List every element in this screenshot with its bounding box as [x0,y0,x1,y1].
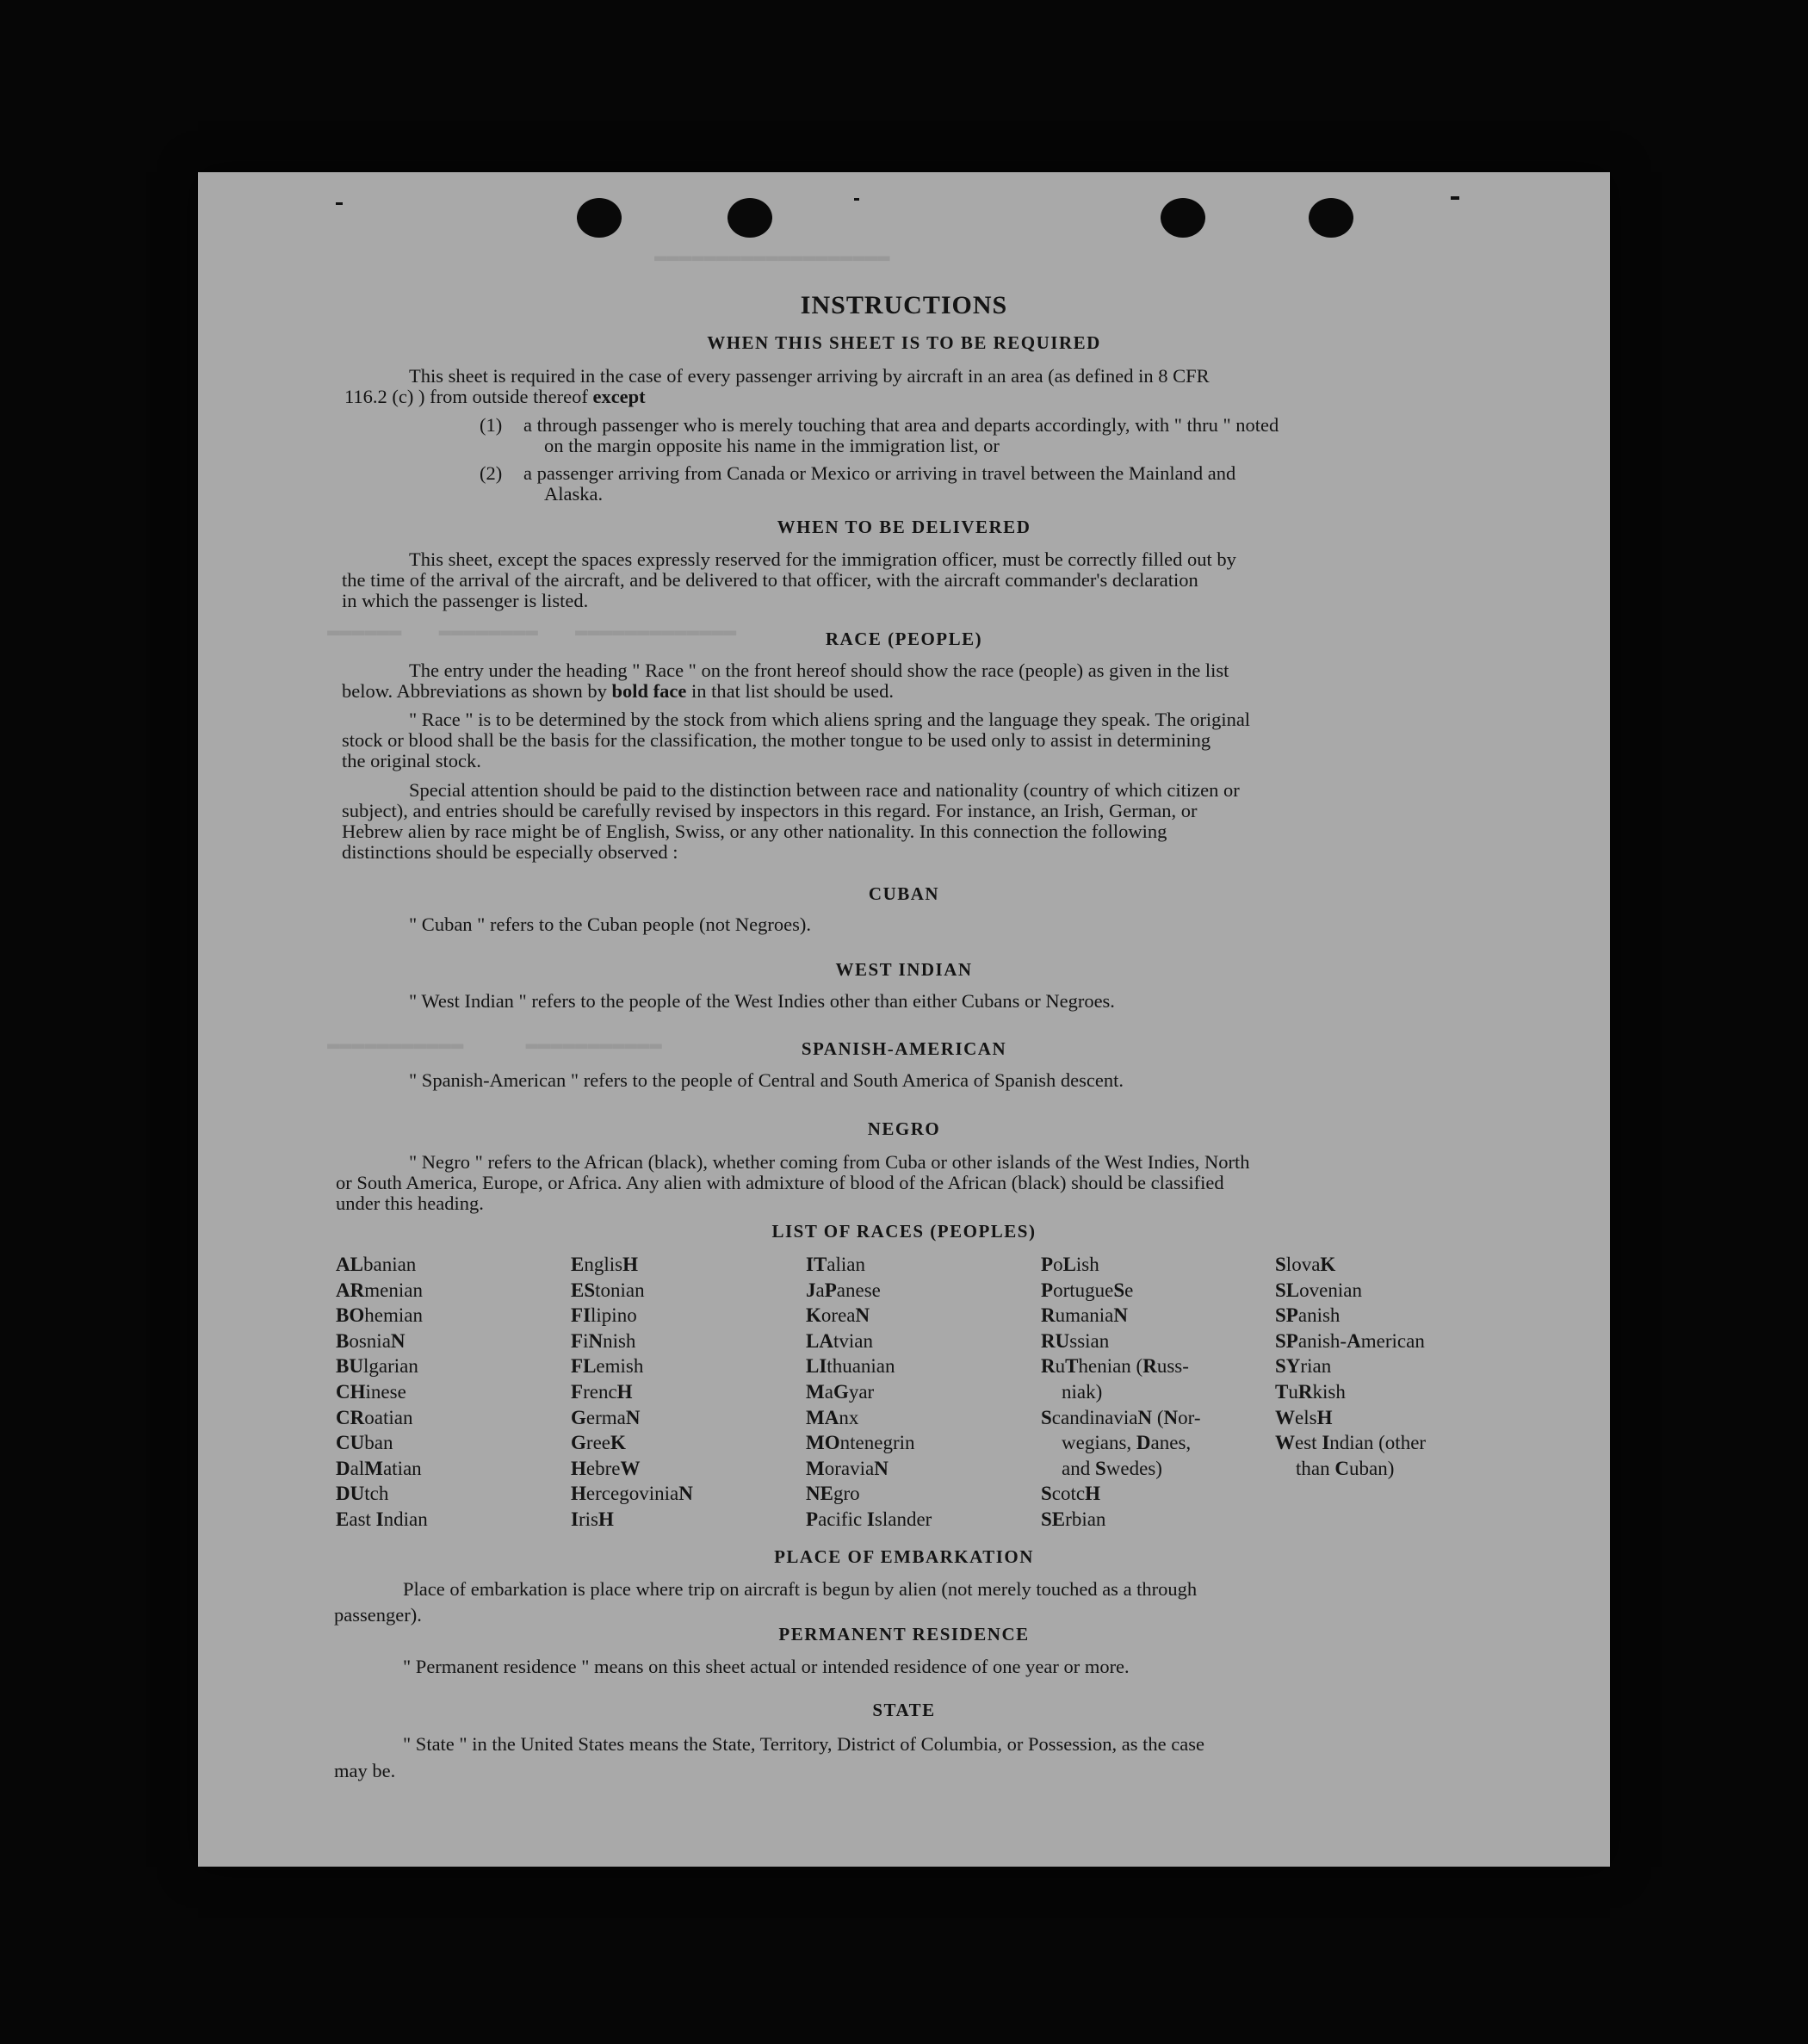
race-list-item: SLovenian [1275,1279,1362,1301]
paragraph-line: passenger). [334,1604,422,1626]
paragraph-line: the original stock. [342,750,481,771]
race-list-item: wegians, Danes, [1062,1432,1192,1454]
race-list-item: ITalian [806,1254,866,1275]
text-run: below. Abbreviations as shown by [342,680,607,702]
race-list-item: MAnx [806,1406,859,1428]
race-list-item: niak) [1062,1380,1103,1403]
race-list-item: East Indian [336,1508,428,1530]
list-item-number: (2) [480,462,503,484]
list-item-text: Alaska. [544,483,604,505]
race-list-item: Pacific Islander [806,1508,932,1530]
race-list-item: FiNnish [571,1329,636,1352]
section-heading: STATE [872,1700,936,1720]
race-list-item: GreeK [571,1432,626,1454]
race-list-item: ScotcH [1041,1483,1101,1505]
bleed-through-texture: ▬▬▬▬▬▬ ▬▬▬▬▬▬▬▬ ▬▬▬▬▬▬▬▬▬▬▬▬▬ [327,620,737,643]
list-item-text: a passenger arriving from Canada or Mexico or arriving in travel between the Mainland and [523,462,1236,484]
race-list-item: CRoatian [336,1406,413,1428]
race-list-item: BUlgarian [336,1355,418,1378]
race-list-item: IrisH [571,1508,614,1530]
section-heading: WHEN THIS SHEET IS TO BE REQUIRED [707,332,1101,353]
section-heading: NEGRO [867,1118,941,1139]
list-item-text: on the margin opposite his name in the immigration list, or [544,435,1000,456]
bleed-through-texture: ▬▬▬▬▬▬▬▬▬▬▬▬▬▬▬▬▬▬▬ [654,245,890,269]
race-list-item: TuRkish [1275,1380,1346,1403]
race-list-item: MoraviaN [806,1457,889,1479]
race-list-item: JaPanese [806,1279,881,1301]
bold-text: bold face [611,680,687,702]
race-list-item: DUtch [336,1483,389,1505]
paragraph-line: " State " in the United States means the State, Territory, District of Columbia, or Possession, as the case [403,1733,1205,1755]
paragraph-line: in which the passenger is listed. [342,590,589,611]
races-column-3 [806,1252,932,1533]
document-sheet [198,172,1610,1867]
race-list-item: ARmenian [336,1279,423,1301]
paragraph-line: " Spanish-American " refers to the people of Central and South America of Spanish descent. [409,1069,1124,1091]
race-list-item: SYrian [1275,1355,1332,1378]
list-item-number: (1) [480,414,503,436]
paragraph-line: " Race " is to be determined by the stock from which aliens spring and the language they speak. The original [409,709,1251,730]
race-list-item: than Cuban) [1296,1457,1395,1479]
race-list-item: and Swedes) [1062,1457,1162,1479]
paragraph-line: " Cuban " refers to the Cuban people (not Negroes). [409,914,811,935]
race-list-item: NEgro [806,1483,860,1505]
paragraph-line: " Permanent residence " means on this sheet actual or intended residence of one year or more. [403,1656,1130,1677]
section-heading: WHEN TO BE DELIVERED [777,517,1031,537]
races-column-2 [571,1252,693,1533]
paragraph-line: subject), and entries should be carefully revised by inspectors in this regard. For instance, an Irish, German, or [342,800,1198,821]
race-list-item: BOhemian [336,1304,423,1327]
section-heading: LIST OF RACES (PEOPLES) [771,1221,1037,1242]
section-heading: WEST INDIAN [835,959,973,980]
paragraph-line: may be. [334,1760,396,1781]
races-column-5 [1275,1252,1426,1481]
race-list-item: MOntenegrin [806,1432,915,1454]
section-heading: RACE (PEOPLE) [825,629,983,649]
paragraph-line: The entry under the heading " Race " on the front hereof should show the race (people) as given in the list [409,660,1229,681]
paragraph-line: Hebrew alien by race might be of English, Swiss, or any other nationality. In this connection the following [342,821,1167,842]
race-list-item: HebreW [571,1457,641,1479]
race-list-item: WelsH [1275,1406,1333,1428]
race-list-item: West Indian (other [1275,1432,1427,1454]
paragraph-line: " West Indian " refers to the people of the West Indies other than either Cubans or Negroes. [409,990,1115,1012]
race-list-item: PoLish [1041,1254,1099,1275]
text-run: in that list should be used. [691,680,895,702]
paragraph-line [342,681,894,703]
race-list-item: KoreaN [806,1304,870,1327]
race-list-item: GermaN [571,1406,641,1428]
paragraph-line [344,387,646,408]
race-list-item: RUssian [1041,1329,1110,1352]
text-run: 116.2 (c) ) from outside thereof [344,386,588,407]
section-heading: SPANISH-AMERICAN [801,1038,1007,1059]
race-list-item: RuThenian (Russ- [1041,1355,1189,1378]
list-item-text: a through passenger who is merely touching that area and departs accordingly, with " thru " noted [523,414,1279,436]
race-list-item: CHinese [336,1380,406,1403]
race-list-item: CUban [336,1432,393,1454]
race-list-item: EnglisH [571,1254,638,1275]
paragraph-line: Place of embarkation is place where trip on aircraft is begun by alien (not merely touched as a through [403,1578,1198,1600]
section-heading: CUBAN [868,883,940,904]
race-list-item: FLemish [571,1355,644,1378]
paragraph-line: Special attention should be paid to the distinction between race and nationality (country of which citizen or [409,779,1240,801]
race-list-item: SErbian [1041,1508,1106,1530]
paragraph-line: This sheet is required in the case of every passenger arriving by aircraft in an area (as defined in 8 CFR [409,365,1210,387]
race-list-item: HercegoviniaN [571,1483,693,1505]
paragraph-line: distinctions should be especially observed : [342,841,678,863]
bleed-through-texture: ▬▬▬▬▬▬▬▬▬▬▬ ▬▬▬▬▬▬▬▬▬▬▬ [327,1033,662,1056]
race-list-item: FIlipino [571,1304,637,1327]
race-list-item: SPanish [1275,1304,1341,1327]
race-list-item: PortugueSe [1041,1279,1134,1301]
race-list-item: EStonian [571,1279,645,1301]
race-list-item: SPanish-American [1275,1329,1425,1352]
race-list-item: DalMatian [336,1457,422,1479]
paragraph-line: This sheet, except the spaces expressly reserved for the immigration officer, must be correctly filled out by [409,548,1236,570]
section-heading: PERMANENT RESIDENCE [778,1624,1030,1644]
paragraph-line: under this heading. [336,1192,484,1214]
paragraph-line: " Negro " refers to the African (black), whether coming from Cuba or other islands of the West Indies, North [409,1151,1250,1173]
bold-text: except [592,386,646,407]
race-list-item: ScandinaviaN (Nor- [1041,1406,1201,1428]
paragraph-line: the time of the arrival of the aircraft, and be delivered to that officer, with the aircraft commander's declaration [342,569,1198,591]
paragraph-line: stock or blood shall be the basis for the classification, the mother tongue to be used only to assist in determining [342,729,1211,751]
page-title: INSTRUCTIONS [800,291,1008,319]
race-list-item: SlovaK [1275,1254,1336,1275]
race-list-item: BosniaN [336,1329,406,1352]
races-column-1 [336,1252,428,1533]
paragraph-line: or South America, Europe, or Africa. Any alien with admixture of blood of the African (black) should be classified [336,1172,1224,1193]
races-column-4 [1041,1252,1201,1533]
race-list-item: LIthuanian [806,1355,895,1378]
race-list-item: LAtvian [806,1329,873,1352]
race-list-item: ALbanian [336,1254,417,1275]
section-heading: PLACE OF EMBARKATION [774,1546,1034,1567]
race-list-item: MaGyar [806,1380,875,1403]
race-list-item: RumaniaN [1041,1304,1128,1327]
race-list-item: FrencH [571,1380,633,1403]
